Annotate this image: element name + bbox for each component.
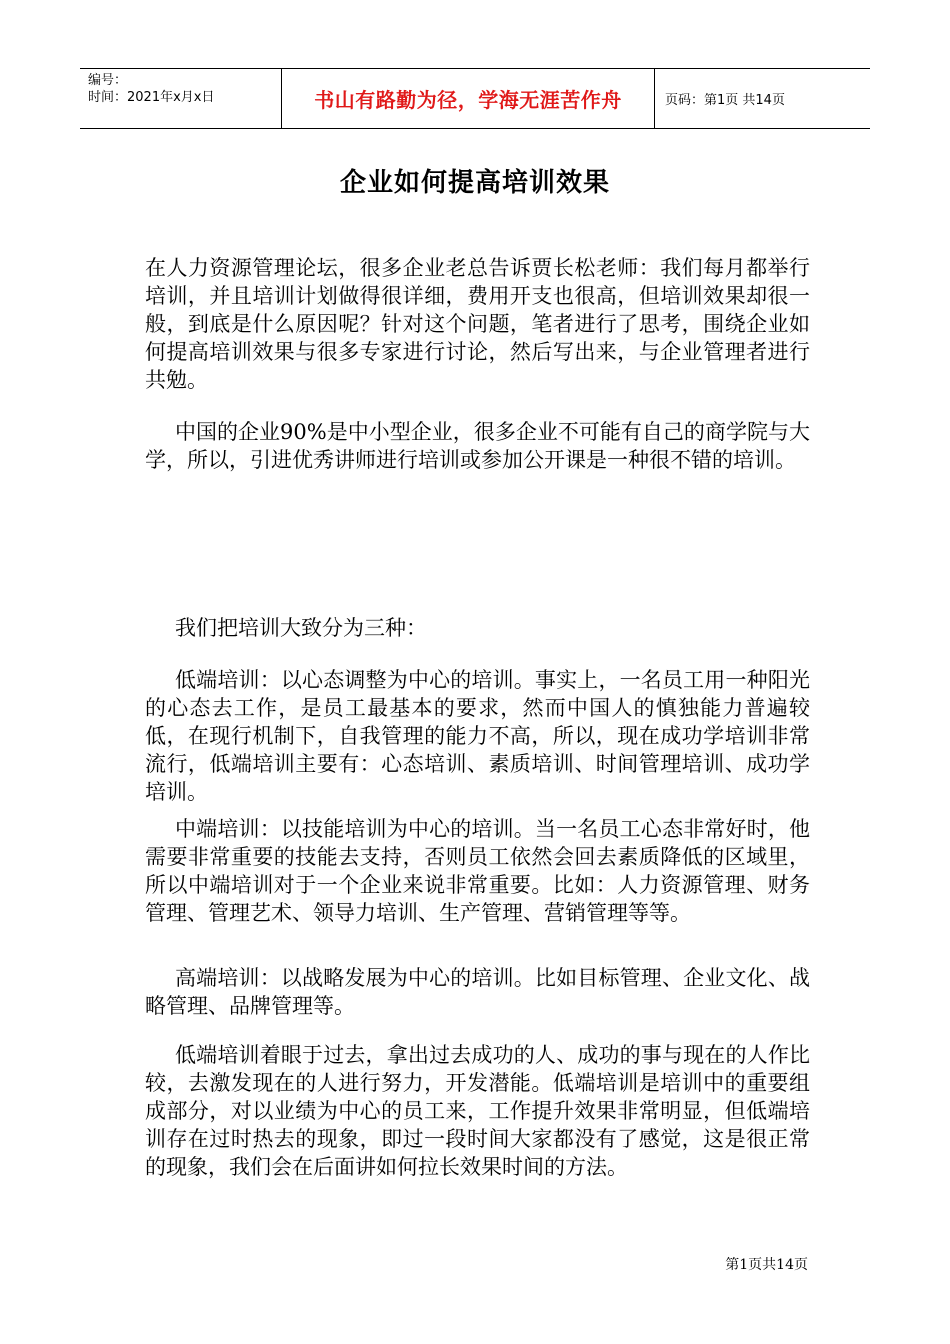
header-table xyxy=(80,68,870,129)
document-title: 企业如何提高培训效果 xyxy=(339,168,610,198)
header-motto: 书山有路勤为径，学海无涯苦作舟 xyxy=(282,69,655,128)
paragraph-intro: 在人力资源管理论坛，很多企业老总告诉贾长松老师：我们每月都举行培训，并且培训计划做得很详细，费用开支也很高，但培训效果却很一般，到底是什么原因呢？针对这个问题，笔者进行了思考，围绕企业如何提高培训效果与很多专家进行讨论，然后写出来，与企业管理者进行共勉。 xyxy=(145,256,810,392)
time-label: 时间：2021年x月x日 xyxy=(88,90,215,105)
header-meta-cell xyxy=(80,69,282,128)
number-label: 编号： xyxy=(88,73,128,88)
paragraph-three-types: 我们把培训大致分为三种： xyxy=(175,616,427,640)
paragraph-mid-end: 中端培训：以技能培训为中心的培训。当一名员工心态非常好时，他需要非常重要的技能去支持，否则员工依然会回去素质降低的区域里，所以中端培训对于一个企业来说非常重要。比如：人力资源管理、财务管理、管理艺术、领导力培训、生产管理、营销管理等等。 xyxy=(145,817,810,925)
paragraph-low-end: 低端培训：以心态调整为中心的培训。事实上，一名员工用一种阳光的心态去工作，是员工最基本的要求，然而中国人的慎独能力普遍较低，在现行机制下，自我管理的能力不高，所以，现在成功学培训非常流行，低端培训主要有：心态培训、素质培训、时间管理培训、成功学培训。 xyxy=(145,668,810,804)
paragraph-sme: 中国的企业90%是中小型企业，很多企业不可能有自己的商学院与大学，所以，引进优秀讲师进行培训或参加公开课是一种很不错的培训。 xyxy=(145,420,810,472)
paragraph-low-end-detail: 低端培训着眼于过去，拿出过去成功的人、成功的事与现在的人作比较，去激发现在的人进行努力，开发潜能。低端培训是培训中的重要组成部分，对以业绩为中心的员工来，工作提升效果非常明显，但低端培训存在过时热去的现象，即过一段时间大家都没有了感觉，这是很正常的现象，我们会在后面讲如何拉长效果时间的方法。 xyxy=(145,1043,810,1179)
header-page-info: 页码：第1页 共14页 xyxy=(665,93,785,108)
paragraph-high-end: 高端培训：以战略发展为中心的培训。比如目标管理、企业文化、战略管理、品牌管理等。 xyxy=(145,966,810,1018)
footer-page-number: 第1页共14页 xyxy=(725,1257,808,1273)
